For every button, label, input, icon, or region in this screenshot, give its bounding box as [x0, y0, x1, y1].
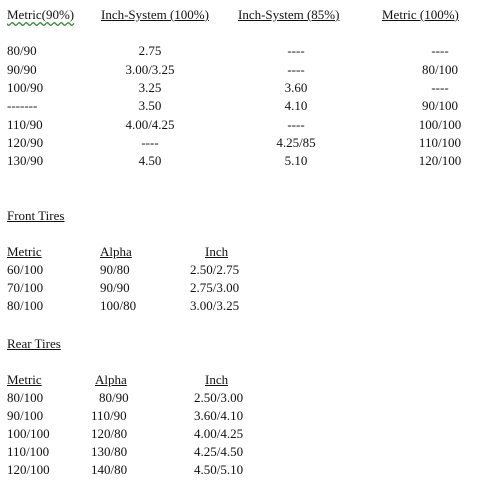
- table-cell: ----: [287, 117, 305, 132]
- table-cell: ----: [287, 43, 305, 58]
- table-cell: 4.25/4.50: [194, 444, 244, 459]
- table-cell: 120/90: [7, 135, 44, 150]
- table-cell: 80/100: [7, 390, 44, 405]
- table-cell: 90/90: [100, 280, 130, 295]
- table-cell: ----: [431, 80, 449, 95]
- table-cell: 3.00/3.25: [125, 62, 175, 77]
- header-inch-85: Inch-System (85%): [238, 7, 340, 22]
- table-cell: 100/100: [418, 117, 462, 132]
- table-cell: 5.10: [284, 153, 308, 168]
- table-cell: 4.50/5.10: [194, 462, 244, 477]
- table-cell: 3.60/4.10: [194, 408, 244, 423]
- front-tires-title: Front Tires: [7, 208, 65, 223]
- table-cell: 110/90: [91, 408, 127, 423]
- table-cell: 3.60: [284, 80, 308, 95]
- table-cell: ----: [287, 62, 305, 77]
- table-cell: 100/80: [100, 298, 137, 313]
- header-metric-100: Metric (100%): [382, 7, 459, 22]
- rear-tires-title: Rear Tires: [7, 336, 61, 351]
- table-cell: 2.50/2.75: [190, 262, 240, 277]
- table-cell: 100/100: [7, 426, 50, 441]
- table-cell: 70/100: [7, 280, 44, 295]
- table-cell: 60/100: [7, 262, 44, 277]
- table-cell: 4.00/4.25: [194, 426, 244, 441]
- header-metric-90: Metric(90%): [7, 7, 75, 22]
- table-cell: 4.50: [138, 153, 162, 168]
- table-cell: 4.25/85: [276, 135, 316, 150]
- front-header-inch: Inch: [205, 244, 229, 259]
- table-cell: 110/100: [7, 444, 50, 459]
- table-cell: 2.75/3.00: [190, 280, 240, 295]
- table-cell: 2.75: [138, 43, 162, 58]
- front-header-metric: Metric: [7, 244, 42, 259]
- header-inch-100: Inch-System (100%): [101, 7, 209, 22]
- table-cell: 90/90: [7, 62, 37, 77]
- table-cell: -------: [7, 98, 38, 113]
- table-cell: 90/100: [7, 408, 44, 423]
- rear-header-inch: Inch: [205, 372, 229, 387]
- table-cell: 80/100: [421, 62, 459, 77]
- table-cell: 120/80: [91, 426, 128, 441]
- table-cell: 90/100: [421, 98, 459, 113]
- table-cell: 110/100: [418, 135, 462, 150]
- table-cell: 140/80: [91, 462, 128, 477]
- table-cell: 120/100: [418, 153, 462, 168]
- table-cell: 3.00/3.25: [190, 298, 240, 313]
- table-cell: 100/90: [7, 80, 44, 95]
- table-cell: 80/90: [99, 390, 129, 405]
- table-cell: ----: [431, 43, 449, 58]
- table-cell: 80/90: [7, 43, 37, 58]
- table-cell: 4.00/4.25: [125, 117, 175, 132]
- table-cell: 2.50/3.00: [194, 390, 244, 405]
- table-cell: 3.50: [138, 98, 162, 113]
- rear-header-metric: Metric: [7, 372, 42, 387]
- table-cell: 3.25: [138, 80, 162, 95]
- table-cell: 4.10: [284, 98, 308, 113]
- front-header-alpha: Alpha: [100, 244, 132, 259]
- table-cell: 130/80: [91, 444, 128, 459]
- table-cell: 130/90: [7, 153, 44, 168]
- table-cell: 110/90: [7, 117, 43, 132]
- table-cell: ----: [141, 135, 159, 150]
- rear-header-alpha: Alpha: [95, 372, 127, 387]
- table-cell: 80/100: [7, 298, 44, 313]
- table-cell: 120/100: [7, 462, 50, 477]
- table-cell: 90/80: [100, 262, 130, 277]
